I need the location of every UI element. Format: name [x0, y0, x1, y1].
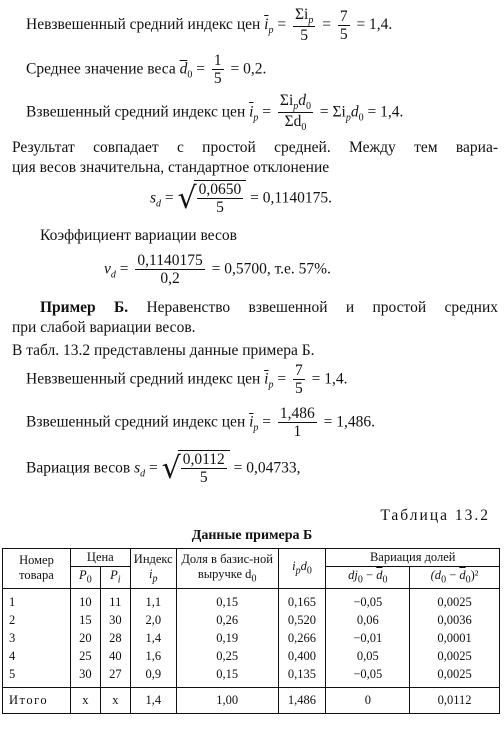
table-title: Данные примера Б [191, 528, 313, 543]
cell-no: 5 [9, 666, 16, 681]
fraction [338, 8, 350, 44]
formula-symbol: $\overline{i}$ [249, 103, 254, 121]
formula-cv: $v_d$ = $\frac{0,1140175}{0,2}$ = 0,5700, т.е. 57%. [104, 252, 331, 288]
fraction-denominator: 5 [294, 380, 303, 398]
header-dev-sq [410, 567, 500, 589]
fraction [278, 405, 317, 441]
fraction-numerator: 7 [294, 362, 303, 379]
fraction [293, 6, 315, 45]
cell-dev: −0,05 [353, 594, 383, 609]
cell-no: 4 [9, 648, 16, 663]
cell-ipd0: 0,165 [287, 594, 317, 609]
cell-pi: 27 [109, 666, 122, 681]
formula-subscript: d [156, 198, 162, 210]
formula-result: = 1,4. [367, 103, 404, 121]
fraction-numerator: 1,486 [279, 405, 315, 422]
fraction-numerator: 1 [213, 52, 222, 69]
formula-result: = 1,4. [311, 370, 348, 388]
fraction-denominator: 5 [339, 25, 348, 43]
formula-rhs: = Σi [319, 103, 346, 121]
fraction-denominator: 5 [300, 27, 309, 45]
fraction-denominator: Σd [284, 113, 302, 131]
fraction-denominator: 1 [293, 423, 302, 441]
header-share-sub: 0 [251, 573, 257, 584]
header-index-symbol: i [149, 566, 153, 581]
formula-d: d [350, 103, 359, 121]
cell-total-dev-sq: 0,0112 [410, 687, 500, 713]
formula-subscript: d [110, 269, 116, 281]
cell-ip: 2,0 [145, 612, 162, 627]
cell-pi: 11 [109, 594, 122, 609]
header-p0-sub: 0 [86, 574, 92, 586]
formula-b-variation: Вариация весов $s_d$ = √ $\frac{0,0112}{5}$ = 0,04733, [26, 451, 301, 487]
sqrt [178, 180, 247, 218]
header-sq-sub: 0 [441, 574, 447, 586]
cell-pi: 40 [109, 648, 122, 663]
header-pi [100, 567, 130, 589]
formula-subscript: p [268, 379, 274, 391]
formula-result: = 0,1140175. [250, 189, 332, 207]
cell-no: 1 [9, 594, 16, 609]
cell-dev-sq: 0,0025 [437, 594, 472, 609]
fraction-numerator: 0,1140175 [137, 252, 203, 269]
cell-ip: 1,4 [145, 630, 162, 645]
cell-no: 2 [9, 612, 16, 627]
formula-result: = 0,5700, т.е. 57%. [211, 260, 331, 278]
cell-ipd0: 0,520 [287, 612, 317, 627]
formula-result: = 1,4. [356, 16, 393, 34]
paragraph-line: при слабой вариации весов. [12, 319, 196, 336]
formula-subscript: 0 [187, 69, 193, 81]
fraction-subscript: p [293, 101, 299, 113]
cell-dev: −0,01 [353, 630, 383, 645]
paragraph-line: В табл. 13.2 представлены данные примера Б. [12, 342, 315, 359]
fraction [197, 181, 244, 217]
formula-symbol: s [150, 189, 157, 207]
fraction-subscript: 0 [306, 101, 311, 113]
header-sq-bar-sub: 0 [465, 574, 471, 586]
formula-symbol: $\overline{i}$ [264, 16, 269, 34]
header-variation: Вариация долей [326, 549, 500, 567]
header-index-sub: p [152, 573, 158, 584]
header-sq-open: (d [430, 568, 442, 582]
formula-b-unweighted: Невзвешенный средний индекс цен $\overline{i}_p$ = $\frac{7}{5}$ = 1,4. [26, 362, 348, 398]
table-total-row [3, 687, 500, 713]
formula-symbol: $\overline{i}$ [249, 413, 254, 431]
fraction-denominator: 5 [216, 199, 224, 217]
fraction [135, 252, 204, 288]
col-pi [100, 588, 130, 687]
formula-subscript: p [345, 112, 351, 124]
formula-weighted-index: Взвешенный средний индекс цен $\overline{i}_p$ = $\frac{\Sigma i_pd_0}{\Sigma d_0}$ = $\Sigma i_pd_0 = 1,4$. [26, 92, 404, 134]
formula-unweighted-index: Невзвешенный средний индекс цен $\overline{i}_p$ = $\frac{\Sigma i_p}{5}$ = $\frac{7}{5}$ = 1,4. [26, 6, 393, 45]
formula-subscript: p [253, 422, 259, 434]
header-share [176, 549, 278, 589]
cell-p0: 15 [79, 612, 92, 627]
header-ipd0-sub: 0 [306, 565, 312, 577]
fraction-numerator: 0,0112 [182, 451, 225, 469]
header-dev-bar: $\overline{d}$ [376, 568, 383, 582]
fraction-subscript: p [308, 15, 314, 27]
fraction-denominator: 5 [213, 70, 222, 88]
fraction-subscript: 0 [301, 122, 307, 134]
cell-dev-sq: 0,0025 [437, 666, 472, 681]
cell-d0: 0,15 [216, 594, 239, 609]
col-p0 [70, 588, 100, 687]
header-pi-letter: P [110, 568, 118, 582]
formula-result: = 0,2. [230, 60, 267, 78]
header-ipd0 [278, 549, 326, 589]
cell-d0: 0,25 [216, 648, 239, 663]
cell-ip: 1,6 [145, 648, 162, 663]
formula-label: Взвешенный средний индекс цен [26, 413, 250, 431]
fraction [278, 92, 313, 134]
header-sq-bar: $\overline{d}$ [459, 568, 466, 582]
formula-b-weighted: Взвешенный средний индекс цен $\overline{i}_p$ = $\frac{1,486}{1}$ = 1,486. [26, 405, 376, 441]
data-table [2, 548, 500, 714]
header-index-label: Индекс [133, 551, 173, 566]
table-caption: Таблица 13.2 [380, 507, 490, 524]
cell-total-p0: x [70, 687, 100, 713]
header-p0 [70, 567, 100, 589]
cell-total-pi: x [100, 687, 130, 713]
col-ip [130, 588, 176, 687]
formula-label: Невзвешенный средний индекс цен [26, 16, 265, 34]
table-body-row [3, 588, 500, 687]
paragraph-line [12, 298, 498, 317]
cv-label: Коэффициент вариации весов [40, 227, 237, 244]
header-sq-minus: − [446, 568, 460, 582]
cell-ipd0: 0,266 [287, 630, 317, 645]
fraction [181, 451, 227, 487]
header-ipd0-d: d [300, 559, 307, 573]
header-p0-letter: P [79, 568, 87, 582]
formula-subscript: p [253, 112, 259, 124]
cell-p0: 20 [79, 630, 92, 645]
fraction-numerator: 0,0650 [198, 181, 242, 199]
cell-pi: 30 [109, 612, 122, 627]
cell-d0: 0,15 [216, 666, 239, 681]
cell-d0: 0,26 [216, 612, 239, 627]
cell-ipd0: 0,400 [287, 648, 317, 663]
fraction-numerator: Σi [294, 6, 309, 23]
paragraph-line: Результат совпадает с простой средней. Между тем вариа- [12, 139, 498, 156]
cell-dev: −0,05 [353, 666, 383, 681]
col-dev [326, 588, 410, 687]
cell-pi: 28 [109, 630, 122, 645]
cell-p0: 30 [79, 666, 92, 681]
paragraph-line: ция весов значительна, стандартное отклонение [12, 159, 330, 176]
formula-symbol: v [104, 260, 111, 278]
fraction-numerator: 7 [339, 7, 348, 25]
sqrt-sign-icon: √ [161, 451, 181, 486]
cell-p0: 25 [79, 648, 92, 663]
cell-dev-sq: 0,0025 [437, 648, 472, 663]
header-dev-minus: − [362, 568, 377, 582]
example-heading: Пример Б. [40, 299, 129, 316]
formula-symbol: s [134, 459, 141, 477]
formula-subscript: p [268, 25, 274, 37]
header-dev-sub: 0 [357, 574, 363, 586]
col-dev-sq [410, 588, 500, 687]
header-sq-tail: )² [470, 568, 479, 582]
cell-no: 3 [9, 630, 16, 645]
sqrt-sign-icon: √ [177, 181, 197, 216]
fraction-denominator: 5 [199, 469, 208, 487]
formula-subscript: 0 [358, 112, 364, 124]
header-dev-dj: dj [348, 568, 358, 582]
formula-result: = 1,486. [323, 413, 376, 431]
formula-label: Среднее значение веса [26, 60, 180, 78]
formula-symbol: $\overline{d}$ [179, 60, 188, 78]
header-ipd0-p: p [295, 565, 301, 577]
formula-symbol: $\overline{i}$ [264, 370, 269, 388]
formula-result: = 0,04733, [233, 459, 301, 477]
cell-d0: 0,19 [216, 630, 239, 645]
fraction-numerator-d: d [298, 92, 306, 109]
header-item-no: Номер товара [3, 549, 71, 589]
header-share-label: Доля в базис-ной выручке d [181, 551, 273, 581]
header-ipd0-i: i [292, 559, 296, 573]
fraction [212, 52, 224, 88]
header-dev-bar-sub: 0 [382, 574, 388, 586]
cell-dev: 0,05 [356, 648, 379, 663]
cell-ip: 0,9 [145, 666, 162, 681]
formula-label: Взвешенный средний индекс цен [26, 103, 250, 121]
header-index [130, 549, 176, 589]
fraction-denominator: 0,2 [160, 270, 180, 288]
cell-ipd0: 0,135 [287, 666, 317, 681]
sqrt [162, 450, 230, 488]
cell-p0: 10 [79, 594, 92, 609]
header-price: Цена [70, 549, 130, 567]
formula-mean-weight: Среднее значение веса $\overline{d}_0$ = $\frac{1}{5}$ = 0,2. [26, 52, 267, 88]
cell-dev-sq: 0,0001 [437, 630, 472, 645]
col-ipd0 [278, 588, 326, 687]
fraction-numerator: Σi [279, 92, 294, 109]
fraction [293, 362, 305, 398]
formula-label: Невзвешенный средний индекс цен [26, 370, 265, 388]
formula-subscript: d [140, 468, 146, 480]
cell-total-dev: 0 [326, 687, 410, 713]
table-header-row [3, 549, 500, 567]
example-text: Неравенство взвешенной и простой средних [128, 299, 498, 316]
cell-total-label: Итого [3, 687, 71, 713]
formula-std-dev: $s_d$ = √ $\frac{0,0650}{5}$ = 0,1140175. [150, 181, 332, 217]
cell-ip: 1,1 [145, 594, 162, 609]
cell-dev-sq: 0,0036 [437, 612, 472, 627]
header-pi-sub: i [117, 574, 121, 586]
formula-label: Вариация весов [26, 459, 135, 477]
cell-total-d0: 1,00 [176, 687, 278, 713]
cell-total-ipd0: 1,486 [278, 687, 326, 713]
col-no [3, 588, 71, 687]
cell-total-ip: 1,4 [130, 687, 176, 713]
col-d0 [176, 588, 278, 687]
header-dev [326, 567, 410, 589]
cell-dev: 0,06 [356, 612, 379, 627]
